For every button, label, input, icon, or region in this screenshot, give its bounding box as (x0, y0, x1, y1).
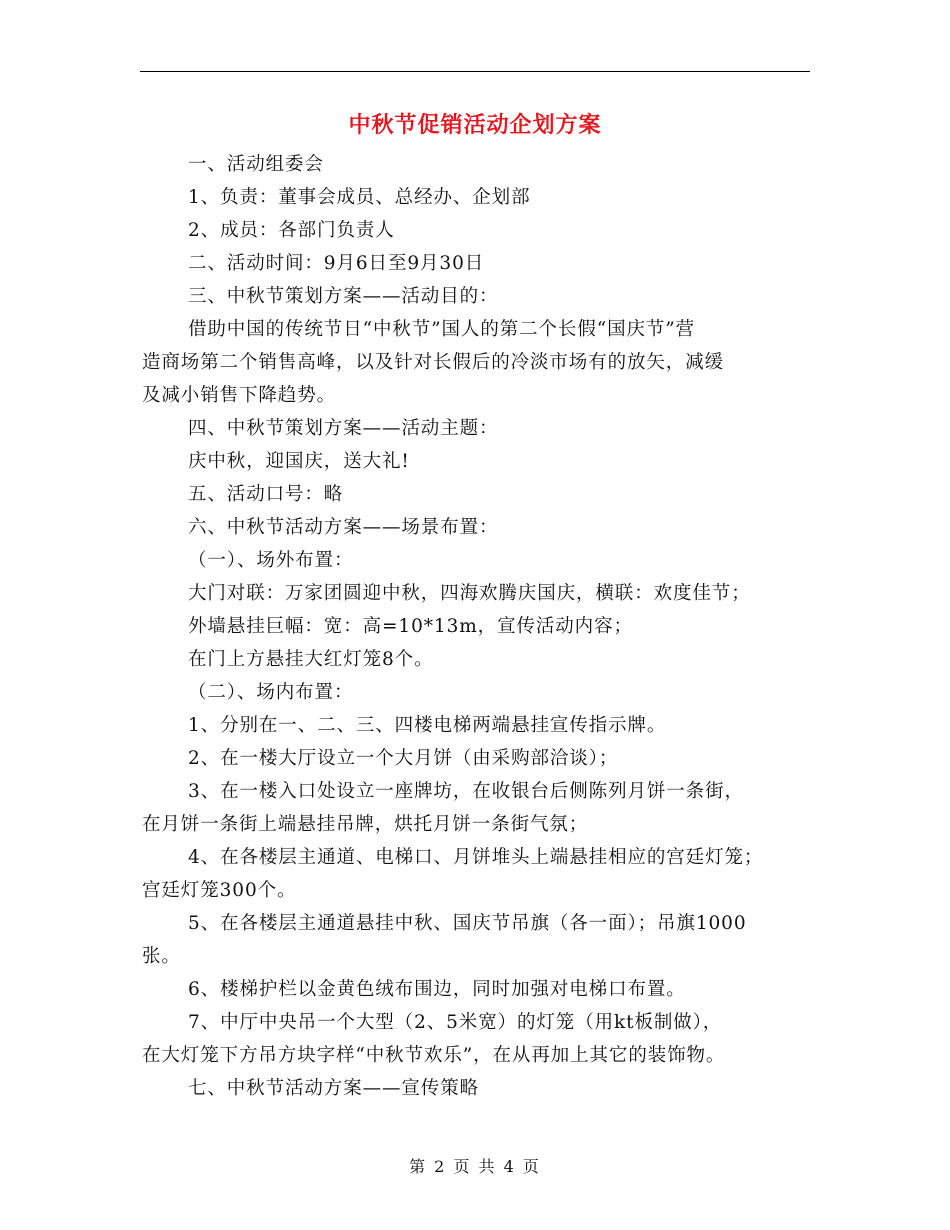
paragraph-line: 六、中秋节活动方案——场景布置： (188, 517, 499, 538)
paragraph-line: 借助中国的传统节日“中秋节”国人的第二个长假“国庆节”营 (188, 319, 696, 340)
paragraph-line: 四、中秋节策划方案——活动主题： (188, 418, 499, 439)
paragraph-line: 4、在各楼层主通道、电梯口、月饼堆头上端悬挂相应的宫廷灯笼； (188, 847, 764, 868)
paragraph-line: 外墙悬挂巨幅：宽：高=10*13m，宣传活动内容； (188, 616, 633, 637)
paragraph-line: 庆中秋，迎国庆，送大礼! (188, 451, 410, 472)
paragraph-line: 一、活动组委会 (188, 154, 324, 175)
paragraph-line: 二、活动时间：9月6日至9月30日 (188, 253, 485, 274)
paragraph-line: 1、分别在一、二、三、四楼电梯两端悬挂宣传指示牌。 (188, 715, 667, 736)
paragraph-line: 三、中秋节策划方案——活动目的： (188, 286, 499, 307)
paragraph-line: 3、在一楼入口处设立一座牌坊，在收银台后侧陈列月饼一条街， (188, 781, 744, 802)
paragraph-line: 在大灯笼下方吊方块字样“中秋节欢乐”，在从再加上其它的装饰物。 (142, 1045, 726, 1066)
paragraph-line: 7、中厅中央吊一个大型（2、5米宽）的灯笼（用kt板制做）， (188, 1012, 723, 1033)
document-body (142, 148, 810, 1105)
paragraph-line: 及减小销售下降趋势。 (142, 385, 337, 406)
page-footer: 第 2 页 共 4 页 (409, 1157, 541, 1176)
paragraph-line: 张。 (142, 946, 181, 967)
paragraph-line: 宫廷灯笼300个。 (142, 880, 297, 901)
header-rule (140, 71, 810, 72)
paragraph-line: 七、中秋节活动方案——宣传策略 (188, 1078, 480, 1099)
paragraph-line: （一）、场外布置： (188, 550, 354, 571)
paragraph-line: 在门上方悬挂大红灯笼8个。 (188, 649, 434, 670)
paragraph-line: 1、负责：董事会成员、总经办、企划部 (188, 187, 531, 208)
paragraph-line: 2、成员：各部门负责人 (188, 220, 395, 241)
paragraph-line: 五、活动口号：略 (188, 484, 344, 505)
paragraph-line: 在月饼一条街上端悬挂吊牌，烘托月饼一条街气氛； (142, 814, 589, 835)
document-title: 中秋节促销活动企划方案 (348, 113, 602, 138)
paragraph-line: 5、在各楼层主通道悬挂中秋、国庆节吊旗（各一面）；吊旗1000 (188, 913, 747, 934)
paragraph-line: 2、在一楼大厅设立一个大月饼（由采购部洽谈）； (188, 748, 619, 769)
paragraph-line: 大门对联：万家团圆迎中秋，四海欢腾庆国庆，横联：欢度佳节； (188, 583, 751, 604)
paragraph-line: （二）、场内布置： (188, 682, 354, 703)
paragraph-line: 造商场第二个销售高峰，以及针对长假后的冷淡市场有的放矢，减缓 (142, 352, 725, 373)
paragraph-line: 6、楼梯护栏以金黄色绒布围边，同时加强对电梯口布置。 (188, 979, 686, 1000)
